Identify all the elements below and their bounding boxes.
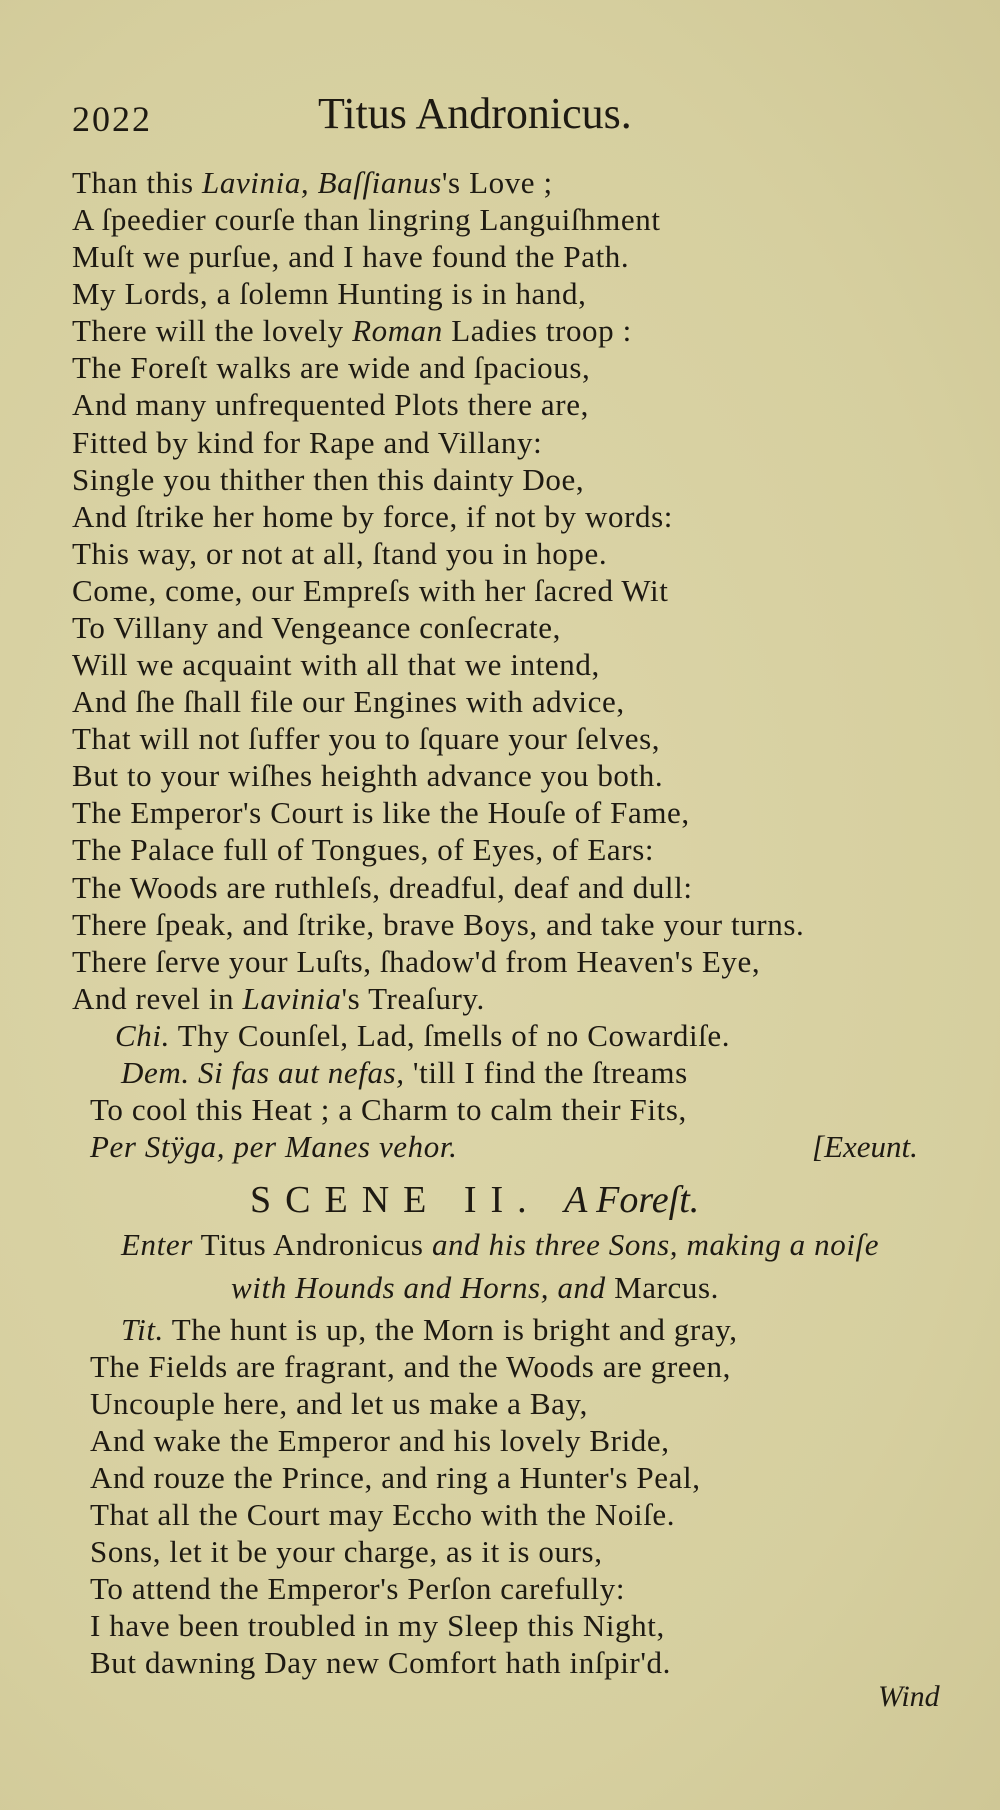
text-line [90, 1460, 701, 1496]
text-segment: 's Love ; [441, 165, 553, 200]
text-line [72, 350, 590, 386]
text-segment: Uncouple here, and let us make a Bay, [90, 1386, 588, 1421]
italic-text: Roman [352, 313, 443, 348]
text-segment: 's Treaſury. [341, 981, 485, 1016]
text-segment: And wake the Emperor and his lovely Bride, [90, 1423, 670, 1458]
text-segment: Ladies troop : [442, 313, 632, 348]
text-segment: Thy Counſel, Lad, ſmells of no Cowardiſe. [169, 1018, 731, 1053]
text-line [90, 1571, 625, 1607]
page-number: 2022 [72, 99, 152, 139]
text-line [90, 1129, 457, 1165]
text-line [72, 313, 632, 349]
text-line [72, 573, 668, 609]
italic-text: Dem. Si fas aut nefas, [121, 1055, 405, 1090]
text-segment: Come, come, our Empreſs with her ſacred Wit [72, 573, 669, 608]
text-line [72, 907, 804, 943]
scene-label: SCENE II. [250, 1179, 541, 1221]
text-segment: There ſerve your Luſts, ſhadow'd from Heaven's Eye, [72, 944, 761, 979]
text-line [72, 684, 625, 720]
text-line [72, 276, 586, 312]
text-segment: Fitted by kind for Rape and Villany: [72, 425, 543, 460]
text-segment: But dawning Day new Comfort hath inſpir'd. [90, 1645, 671, 1680]
text-segment: The Palace full of Tongues, of Eyes, of Ears: [72, 832, 655, 867]
text-line [90, 1645, 671, 1681]
text-segment: Muſt we purſue, and I have found the Path. [72, 239, 630, 274]
italic-text: with Hounds and Horns, [231, 1270, 550, 1305]
text-segment: My Lords, a ſolemn Hunting is in hand, [72, 276, 587, 311]
text-segment: To cool this Heat ; a Charm to calm their Fits, [90, 1092, 687, 1127]
text-segment: This way, or not at all, ſtand you in hope. [72, 536, 608, 571]
text-segment: That all the Court may Eccho with the Noiſe. [90, 1497, 676, 1532]
italic-text: and [557, 1270, 606, 1305]
text-segment: And ſhe ſhall file our Engines with advice, [72, 684, 625, 719]
text-line [72, 499, 673, 535]
text-line [90, 1386, 588, 1422]
italic-text: Enter [121, 1227, 193, 1262]
text-line [72, 647, 600, 683]
catchword: Wind [878, 1680, 940, 1713]
text-segment: The hunt is up, the Morn is bright and gray, [163, 1312, 738, 1347]
text-line [115, 1018, 730, 1054]
running-title: Titus Andronicus. [318, 89, 632, 138]
text-line [90, 1534, 603, 1570]
text-segment: Single you thither then this dainty Doe, [72, 462, 585, 497]
text-line [72, 536, 607, 572]
text-segment: 'till I find the ſtreams [404, 1055, 688, 1090]
text-line [72, 721, 660, 757]
text-line [90, 1092, 687, 1128]
text-segment: The Fields are fragrant, and the Woods are green, [90, 1349, 731, 1384]
text-line [72, 239, 629, 275]
text-line [72, 462, 584, 498]
text-segment: Than this [72, 165, 202, 200]
text-segment: Titus Andronicus [192, 1227, 432, 1262]
text-line [72, 944, 760, 980]
text-segment: The Woods are ruthleſs, dreadful, deaf and dull: [72, 870, 693, 905]
text-segment: And many unfrequented Plots there are, [72, 387, 589, 422]
text-line [72, 425, 542, 461]
text-line [121, 1227, 879, 1263]
text-line [121, 1055, 688, 1091]
italic-text: Lavinia [242, 981, 342, 1016]
text-line [72, 387, 589, 423]
text-segment: And rouze the Prince, and ring a Hunter's Peal, [90, 1460, 701, 1495]
text-line [90, 1608, 665, 1644]
text-line [72, 610, 561, 646]
italic-text: and his three Sons, making a noiſe [431, 1227, 880, 1262]
text-line [72, 795, 690, 831]
text-segment: Will we acquaint with all that we intend, [72, 647, 600, 682]
text-segment: The Emperor's Court is like the Houſe of Fame, [72, 795, 690, 830]
text-line [72, 758, 663, 794]
stage-direction-exeunt: [Exeunt. [812, 1129, 918, 1164]
text-line [72, 870, 693, 906]
italic-text: Per Stÿga, per Manes vehor. [90, 1129, 458, 1164]
text-segment: I have been troubled in my Sleep this Night, [90, 1608, 665, 1643]
text-segment: There will the lovely [72, 313, 353, 348]
text-line [231, 1270, 719, 1306]
text-line [72, 981, 485, 1017]
italic-text: Chi. [115, 1018, 170, 1053]
scene-place: A Foreſt. [564, 1179, 700, 1221]
text-segment: Sons, let it be your charge, as it is ours, [90, 1534, 603, 1569]
text-line [72, 165, 553, 201]
text-segment: The Foreſt walks are wide and ſpacious, [72, 350, 591, 385]
text-line [72, 832, 654, 868]
text-segment: And revel in [72, 981, 243, 1016]
text-segment: A ſpeedier courſe than lingring Languiſhment [72, 202, 661, 237]
text-line [90, 1349, 731, 1385]
text-segment: Marcus. [605, 1270, 720, 1305]
italic-text: Tit. [121, 1312, 164, 1347]
text-segment: To attend the Emperor's Perſon carefully: [90, 1571, 626, 1606]
text-segment: There ſpeak, and ſtrike, brave Boys, and take your turns. [72, 907, 805, 942]
text-segment: That will not ſuffer you to ſquare your ſelves, [72, 721, 661, 756]
scene-heading [250, 1178, 699, 1222]
text-line [121, 1312, 738, 1348]
text-segment: To Villany and Vengeance conſecrate, [72, 610, 561, 645]
italic-text: Lavinia, Baſſianus [202, 165, 442, 200]
text-line [90, 1423, 670, 1459]
text-line [72, 202, 661, 238]
text-line [90, 1497, 675, 1533]
text-segment: But to your wiſhes heighth advance you both. [72, 758, 664, 793]
text-segment: And ſtrike her home by force, if not by words: [72, 499, 673, 534]
